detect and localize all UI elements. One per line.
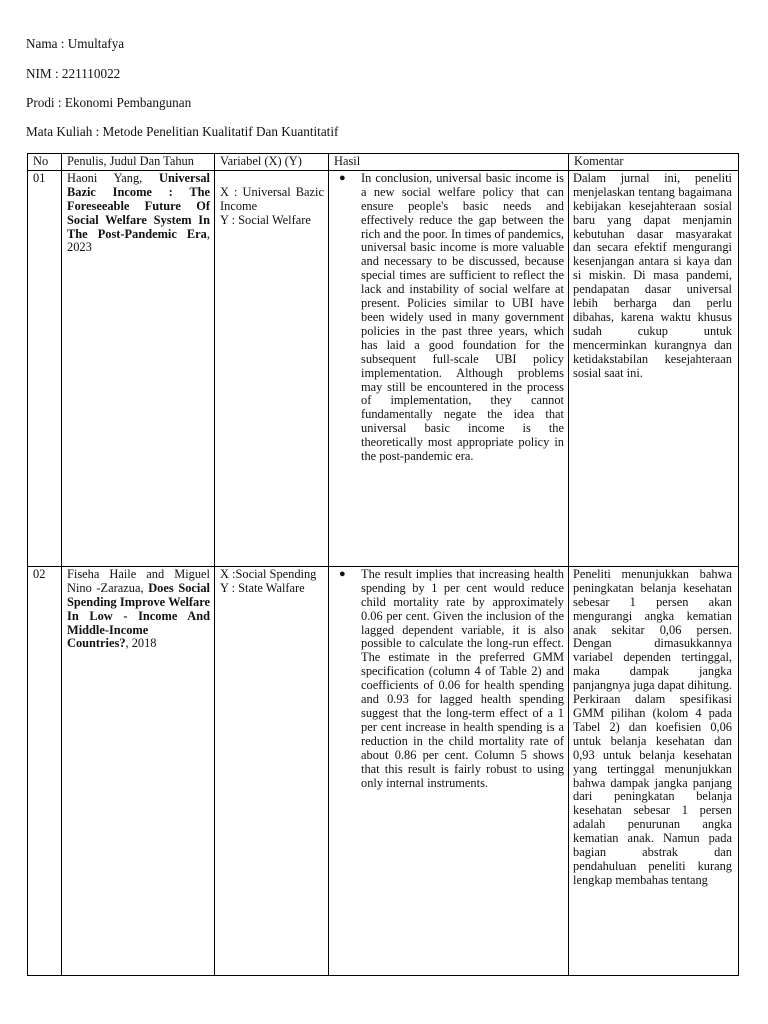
comment-text: Peneliti menunjukkan bahwa peningkatan belanja kesehatan sebesar 1 persen akan mengurangi angka kematian anak sekitar 0,06 persen. Dengan dimasukkannya variabel dependen tertinggal, maka dampak jangka panjangnya juga dapat dihitung. Perkiraan dalam spesifikasi GMM pilihan (kolom 4 pada Tabel 2) dan koefisien 0,06 untuk belanja kesehatan dan 0,93 untuk belanja kesehatan yang tertinggal menunjukkan bahwa dampak jangka panjang dari peningkatan belanja kesehatan sebesar 1 persen adalah penurunan angka kematian anak. Namun pada bagian abstrak dan pendahuluan peneliti kurang lengkap membahas tentang bbox=[573, 567, 732, 887]
paper-title: Does Social Spending Improve Welfare In Low - Income And Middle-Income Countries? bbox=[67, 580, 210, 651]
source-citation bbox=[62, 170, 215, 566]
results-cell bbox=[329, 170, 569, 566]
student-name: Nama : Umultafya bbox=[26, 36, 125, 51]
variable-x: X :Social Spending bbox=[220, 566, 317, 581]
table-row bbox=[28, 566, 739, 975]
row-number: 02 bbox=[28, 566, 62, 975]
table-header-row bbox=[28, 154, 739, 171]
source-citation bbox=[62, 566, 215, 975]
paper-title: Universal Bazic Income : The Foreseeable Future Of Social Welfare System In The Post-Pandemic Era bbox=[67, 170, 210, 241]
column-header-author-title-year: Penulis, Judul Dan Tahun bbox=[62, 154, 215, 171]
table-row bbox=[28, 170, 739, 566]
variable-y: Y : Social Welfare bbox=[220, 212, 311, 227]
comment-text: Dalam jurnal ini, peneliti menjelaskan tentang bagaimana kebijakan kesejahteraan sosial baru yang dapat menjamin kebutuhan dasar masyarakat dan secara efektif mengurangi kesenjangan antara si kaya dan si miskin. Di masa pandemi, pendapatan dasar universal lebih berharga dan perlu dibahas, karena waktu khusus sudah cukup untuk mencerminkan kurangnya dan ketidakstabilan kesejahteraan sosial saat ini. bbox=[569, 170, 739, 566]
course-name: Mata Kuliah : Metode Penelitian Kualitatif Dan Kuantitatif bbox=[26, 124, 339, 139]
comment-cell bbox=[569, 566, 739, 975]
student-nim: NIM : 221110022 bbox=[26, 66, 121, 81]
variable-x: X : Universal Bazic Income bbox=[220, 184, 324, 213]
author-name: Fiseha Haile and Miguel Nino -Zarazua, bbox=[67, 566, 210, 595]
bullet-icon: ● bbox=[339, 567, 346, 580]
variables-cell bbox=[215, 566, 329, 975]
row-number: 01 bbox=[28, 170, 62, 566]
variables-cell bbox=[215, 170, 329, 566]
study-program: Prodi : Ekonomi Pembangunan bbox=[26, 95, 192, 110]
bullet-icon: ● bbox=[339, 171, 346, 184]
variable-y: Y : State Walfare bbox=[220, 580, 305, 595]
results-text: The result implies that increasing health spending by 1 per cent would reduce child mortality rate by approximately 0.06 per cent. Given the inclusion of the lagged dependent variable, it is also possible to calculate the long-run effect. The estimate in the preferred GMM specification (column 4 of Table 2) and coefficients of 0.06 for health spending and 0.93 for lagged health spending suggest that the long-term effect of a 1 per cent increase in health spending is a reduction in the child mortality rate of about 0.86 per cent. Column 5 shows that this result is fairly robust to using only internal instruments. bbox=[361, 566, 564, 790]
literature-review-table bbox=[27, 153, 739, 976]
publication-year: , 2023 bbox=[67, 226, 210, 255]
column-header-results: Hasil bbox=[329, 154, 569, 171]
results-cell bbox=[329, 566, 569, 975]
results-text: In conclusion, universal basic income is a new social welfare policy that can ensure people's basic needs and effectively reduce the gap between the rich and the poor. In times of pandemics, universal basic income is more valuable and necessary to be discussed, because special times are sufficient to reflect the lack and instability of social welfare at present. Policies similar to UBI have been widely used in many government policies in the past three years, which has laid a good foundation for the subsequent full-scale UBI policy implementation. Although problems may still be encountered in the process of implementation, they cannot fundamentally negate the idea that universal basic income is the theoretically most appropriate policy in the post-pandemic era. bbox=[361, 170, 564, 464]
column-header-no: No bbox=[28, 154, 62, 171]
column-header-variables: Variabel (X) (Y) bbox=[215, 154, 329, 171]
author-name: Haoni Yang, bbox=[67, 170, 143, 185]
publication-year: , 2018 bbox=[125, 636, 157, 651]
column-header-comment: Komentar bbox=[569, 154, 739, 171]
